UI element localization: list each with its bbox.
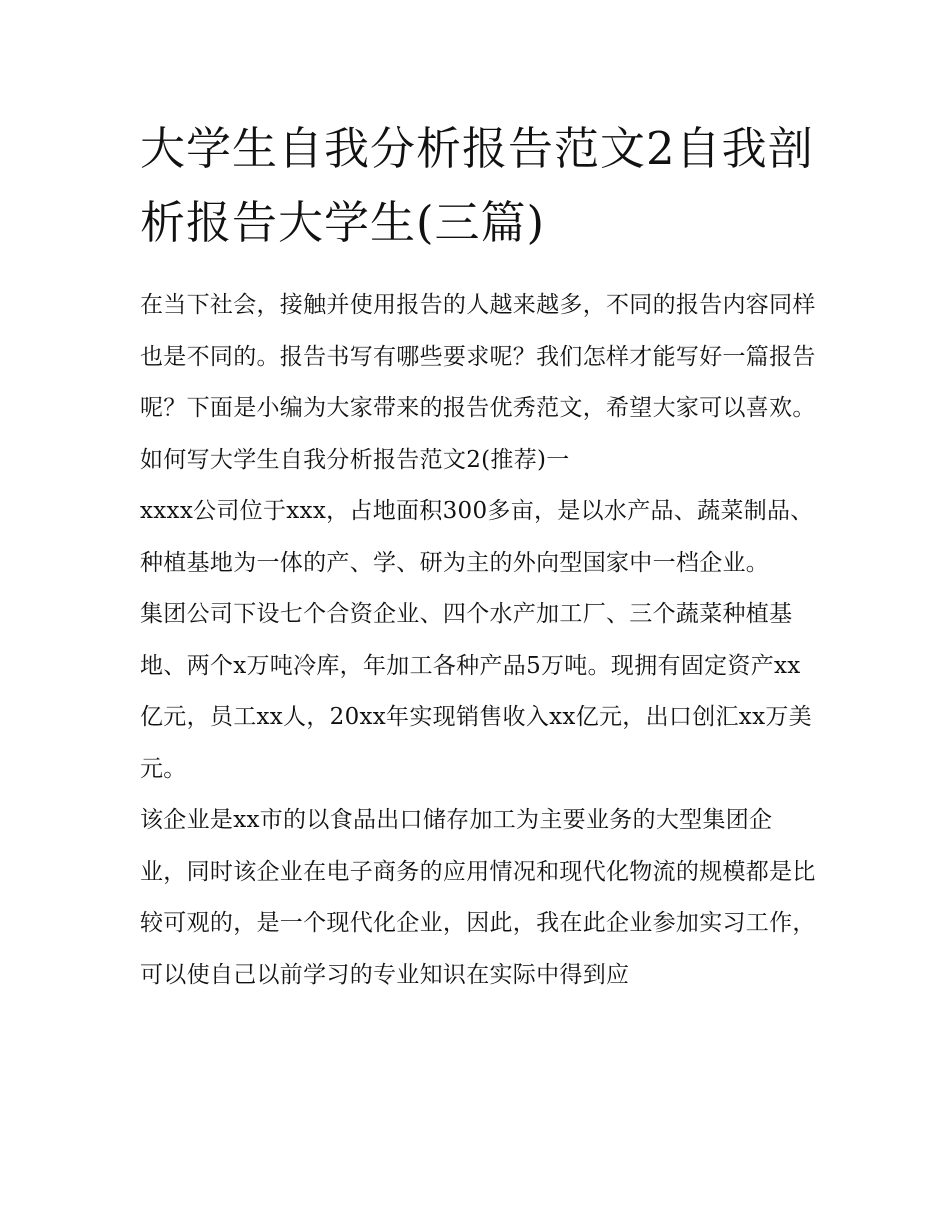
document-body [140,112,816,1001]
section-heading: 如何写大学生自我分析报告范文2(推荐)一 [140,446,570,473]
company-description-paragraph: 该企业是xx市的以食品出口储存加工为主要业务的大型集团企业，同时该企业在电子商务的应用情况和现代化物流的规模都是比较可观的，是一个现代化企业，因此，我在此企业参加实习工作，可以使自己以前学习的专业知识在实际中得到应 [140,807,816,988]
company-location-paragraph: xxxx公司位于xxx，占地面积300多亩，是以水产品、蔬菜制品、种植基地为一体的产、学、研为主的外向型国家中一档企业。 [140,498,814,576]
document-title: 大学生自我分析报告范文2自我剖析报告大学生(三篇) [140,122,814,249]
company-structure-paragraph: 集团公司下设七个合资企业、四个水产加工厂、三个蔬菜种植基地、两个x万吨冷库，年加工各种产品5万吨。现拥有固定资产xx亿元，员工xx人，20xx年实现销售收入xx亿元，出口创汇xx万美元。 [140,601,812,782]
intro-paragraph: 在当下社会，接触并使用报告的人越来越多，不同的报告内容同样也是不同的。报告书写有哪些要求呢？我们怎样才能写好一篇报告呢？下面是小编为大家带来的报告优秀范文，希望大家可以喜欢。 [140,292,816,421]
